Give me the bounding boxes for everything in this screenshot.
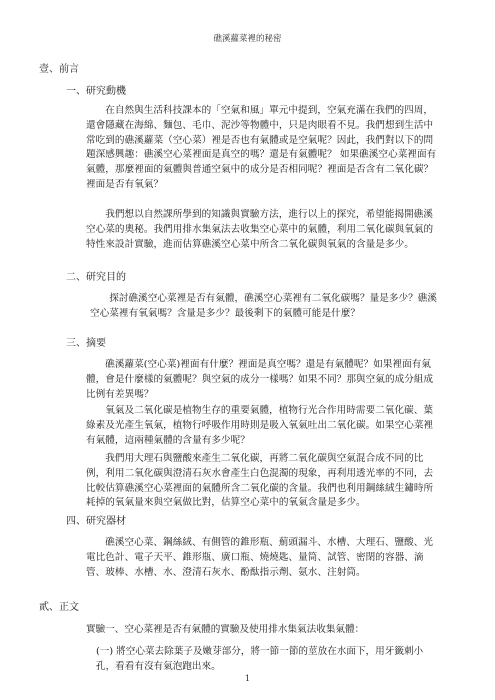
subsection-heading-motive: 一、研究動機	[66, 86, 126, 97]
experiment-1-title: 實驗一、空心菜裡是否有氣體的實驗及使用排水集氣法收集氣體：	[86, 624, 365, 635]
paragraph-purpose: 探討礁溪空心菜裡是否有氣體，礁溪空心菜裡有二氧化碳嗎？量是多少？礁溪空心菜裡有氧氣嗎？含量是多少？最後剩下的氣體可能是什麼？	[90, 293, 438, 319]
section-heading-preface: 壹、前言	[39, 64, 79, 75]
page-number: 1	[244, 674, 251, 684]
experiment-1-step-1: (一) 將空心菜去除葉子及嫩芽部分，將一節一節的莖放在水面下，用牙籤刺小孔，看看有沒有氣泡跑出來。	[96, 646, 424, 672]
paragraph-equipment: 礁溪空心菜、鋼絲絨、有側管的錐形瓶、薊頭漏斗、水槽、大理石、鹽酸、光電比色計、電子天平、錐形瓶、廣口瓶、燒燒匙、量筒、試管、密閉的容器、滴管、玻棒、水槽、水、澄清石灰水、酚酞指示劑、氨水、注射筒。	[86, 537, 434, 578]
paragraph-motive-2: 我們想以自然課所學到的知識與實驗方法，進行以上的探究，希望能揭開礁溪空心菜的奧秘。我們用排水集氣法去收集空心菜中的氣體，利用二氧化碳與氧氣的特性來設計實驗，進而估算礁溪空心菜中所含二氧化碳與氧氣的含量是多少。	[86, 209, 434, 250]
paragraph-abstract-1: 礁溪蘿菜(空心菜)裡面有什麼？裡面是真空嗎？還是有氣體呢？如果裡面有氣體，會是什麼樣的氣體呢？與空氣的成分一樣嗎？如果不同？那與空氣的成分組成比例有差異嗎？	[86, 359, 434, 400]
subsection-heading-purpose: 二、研究目的	[66, 272, 126, 283]
paragraph-abstract-3: 我們用大理石與鹽酸來產生二氧化碳，再將二氧化碳與空氣混合成不同的比例，利用二氧化碳與澄清石灰水會產生白色混濁的現象，再利用透光率的不同，去比較估算礁溪空心菜裡面的氣體所含二氧化碳的含量。我們也利用鋼絲絨生鏽時所耗掉的氧氣量來與空氣做比對，估算空心菜中的氧氣含量是多少。	[86, 453, 434, 509]
paragraph-abstract-2: 氧氣及二氧化碳是植物生存的重要氣體，植物行光合作用時需要二氧化碳、葉綠素及光產生氧氣，植物行呼吸作用時則是吸入氧氣吐出二氧化碳。如果空心菜裡有氣體，這兩種氣體的含量有多少呢？	[86, 405, 434, 446]
section-heading-main: 貳、正文	[39, 602, 79, 613]
subsection-heading-equipment: 四、研究器材	[66, 516, 126, 527]
page-header: 礁溪蘿菜裡的秘密	[213, 34, 282, 44]
subsection-heading-abstract: 三、摘要	[66, 338, 106, 349]
paragraph-motive-1: 在自然與生活科技課本的「空氣和風」單元中提到，空氣充滿在我們的四周，還會隱藏在海綿、麵包、毛巾、泥沙等物體中，只是肉眼看不見。我們想到生活中常吃到的礁溪蘿菜（空心菜）裡是否也有氣體或是空氣呢？因此，我們對以下的問題深感興趣：礁溪空心菜裡面是真空的嗎？還是有氣體呢？ 如果礁溪空心菜裡面有氣體，那麼裡面的氣體與普通空氣中的成分是否相同呢？裡面是否含有二氧化碳？裡面是否有氧氣？	[86, 105, 437, 190]
